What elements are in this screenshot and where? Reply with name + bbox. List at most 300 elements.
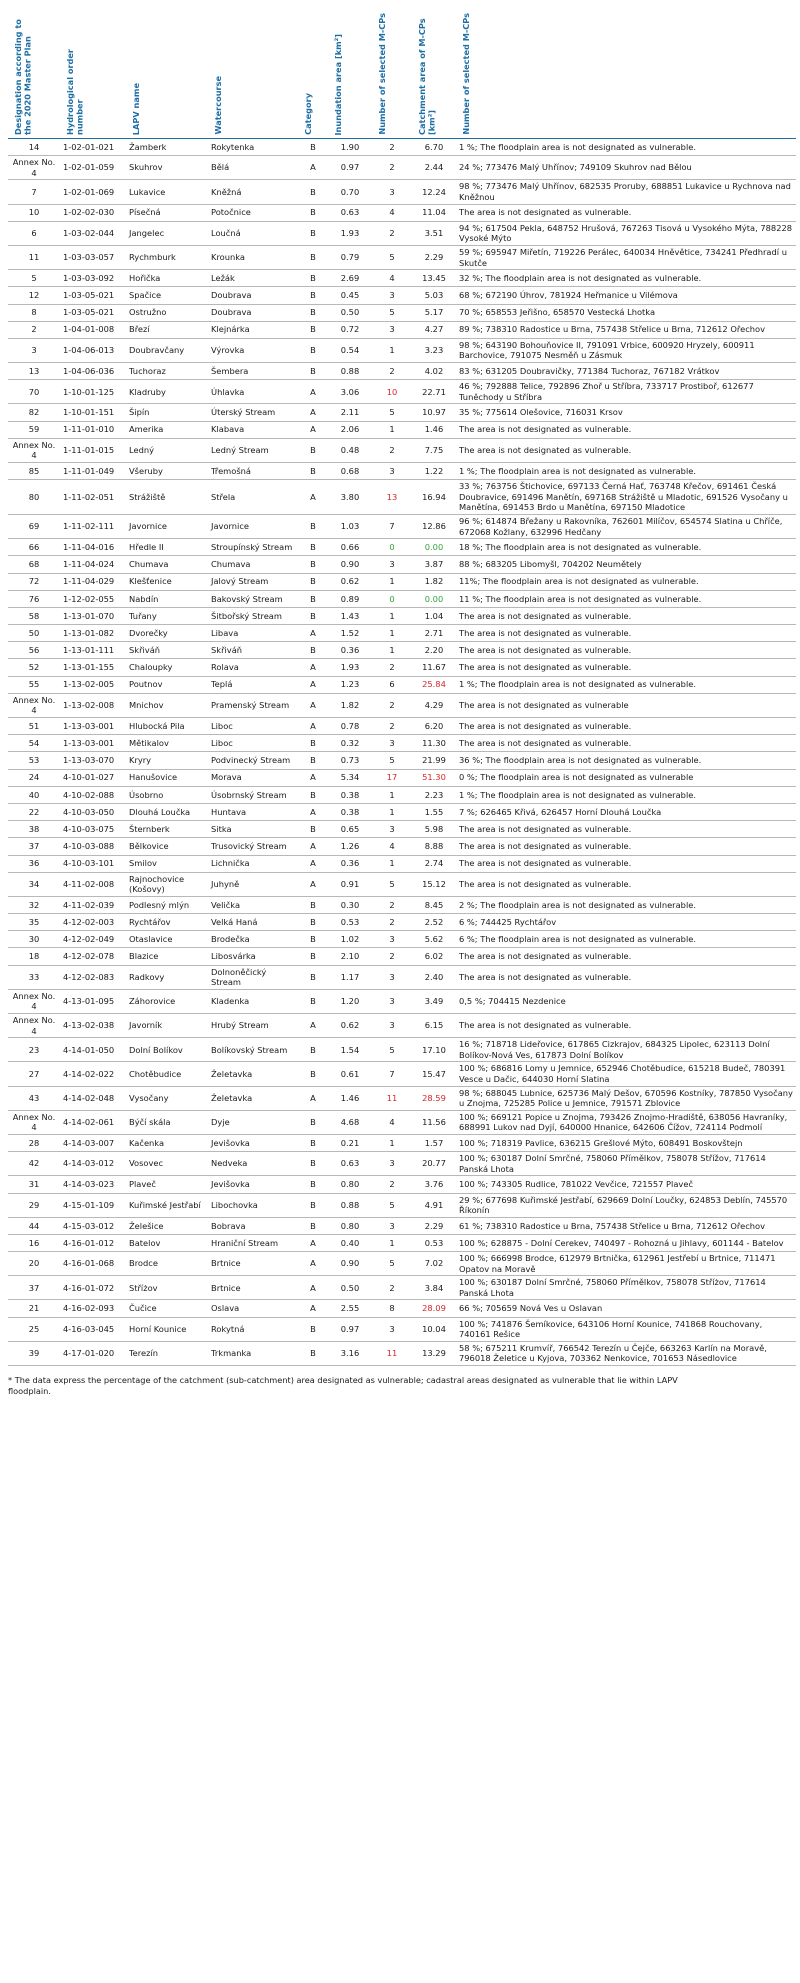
cell-watercourse: Nedveka [208, 1152, 298, 1176]
cell-note: 100 %; 630187 Dolní Smrčné, 758060 Přímělkov, 758078 Stříżov, 717614 Panská Lhota [456, 1276, 796, 1300]
cell-hydrological-number: 1-11-02-111 [60, 514, 126, 538]
cell-designation: 33 [8, 965, 60, 989]
cell-number-mcps: 1 [372, 573, 412, 590]
cell-inundation-area: 1.23 [328, 676, 372, 693]
cell-lapv-name: Chotěbudice [126, 1062, 208, 1086]
table-row [8, 914, 796, 931]
table-row [8, 676, 796, 693]
cell-designation: 7 [8, 180, 60, 204]
cell-watercourse: Stroupínský Stream [208, 539, 298, 556]
cell-lapv-name: Javorník [126, 1014, 208, 1038]
cell-category: B [298, 1217, 328, 1234]
cell-category: B [298, 896, 328, 913]
cell-hydrological-number: 4-10-03-088 [60, 838, 126, 855]
cell-category: B [298, 270, 328, 287]
cell-hydrological-number: 4-14-02-048 [60, 1086, 126, 1110]
cell-watercourse: Javornice [208, 514, 298, 538]
header-lapv-name: LAPV name [126, 10, 208, 139]
cell-designation: 11 [8, 245, 60, 269]
cell-inundation-area: 0.30 [328, 896, 372, 913]
cell-hydrological-number: 1-12-02-055 [60, 590, 126, 607]
cell-inundation-area: 2.69 [328, 270, 372, 287]
table-row [8, 1317, 796, 1341]
cell-category: A [298, 676, 328, 693]
header-hydrological-number: Hydrological order number [60, 10, 126, 139]
cell-note: 94 %; 617504 Pekla, 648752 Hrušová, 767263 Tisová u Vysokého Mýta, 788228 Vysoké Mýto [456, 221, 796, 245]
cell-catchment-area: 11.30 [412, 735, 456, 752]
cell-watercourse: Hrubý Stream [208, 1014, 298, 1038]
cell-lapv-name: Chumava [126, 556, 208, 573]
cell-designation: 68 [8, 556, 60, 573]
cell-inundation-area: 0.78 [328, 718, 372, 735]
cell-number-mcps: 4 [372, 838, 412, 855]
cell-designation: 42 [8, 1152, 60, 1176]
cell-lapv-name: Plaveč [126, 1176, 208, 1193]
cell-hydrological-number: 4-15-03-012 [60, 1217, 126, 1234]
cell-category: A [298, 1086, 328, 1110]
cell-note: The area is not designated as vulnerable. [456, 821, 796, 838]
table-row [8, 896, 796, 913]
cell-hydrological-number: 1-04-01-008 [60, 321, 126, 338]
cell-hydrological-number: 4-11-02-008 [60, 872, 126, 896]
cell-inundation-area: 0.50 [328, 1276, 372, 1300]
cell-note: 100 %; 669121 Popice u Znojma, 793426 Znojmo-Hradiště, 638056 Havraníky, 688991 Lukov nad Dyjí, 640000 Hnanice, 642606 Čížov, 724114 Podmolí [456, 1110, 796, 1134]
cell-category: A [298, 421, 328, 438]
cell-category: A [298, 693, 328, 717]
cell-catchment-area: 3.23 [412, 338, 456, 362]
cell-category: B [298, 573, 328, 590]
cell-hydrological-number: 4-12-02-083 [60, 965, 126, 989]
cell-lapv-name: Ostružno [126, 304, 208, 321]
cell-watercourse: Rolava [208, 659, 298, 676]
cell-lapv-name: Býčí skála [126, 1110, 208, 1134]
cell-hydrological-number: 4-17-01-020 [60, 1341, 126, 1365]
cell-catchment-area: 5.98 [412, 821, 456, 838]
cell-catchment-area: 15.47 [412, 1062, 456, 1086]
cell-note: 29 %; 677698 Kuřimské Jestřabí, 629669 Dolní Loučky, 624853 Deblín, 745570 Říkonín [456, 1193, 796, 1217]
cell-watercourse: Klejnárka [208, 321, 298, 338]
cell-designation: 70 [8, 380, 60, 404]
cell-catchment-area: 3.51 [412, 221, 456, 245]
cell-lapv-name: Lukavice [126, 180, 208, 204]
cell-inundation-area: 0.80 [328, 1217, 372, 1234]
cell-note: The area is not designated as vulnerable. [456, 872, 796, 896]
table-row [8, 404, 796, 421]
cell-lapv-name: Hořička [126, 270, 208, 287]
cell-hydrological-number: 4-14-01-050 [60, 1038, 126, 1062]
cell-catchment-area: 11.67 [412, 659, 456, 676]
table-row [8, 607, 796, 624]
cell-watercourse: Oslava [208, 1300, 298, 1317]
cell-designation: 59 [8, 421, 60, 438]
cell-designation: 66 [8, 539, 60, 556]
cell-designation: Annex No. 4 [8, 156, 60, 180]
cell-lapv-name: Šternberk [126, 821, 208, 838]
cell-lapv-name: Mětikalov [126, 735, 208, 752]
table-row [8, 245, 796, 269]
cell-number-mcps: 2 [372, 914, 412, 931]
cell-inundation-area: 0.63 [328, 204, 372, 221]
cell-designation: Annex No. 4 [8, 1110, 60, 1134]
table-row [8, 659, 796, 676]
cell-category: B [298, 556, 328, 573]
cell-lapv-name: Rychtářov [126, 914, 208, 931]
table-row [8, 1217, 796, 1234]
cell-watercourse: Kněžná [208, 180, 298, 204]
table-row [8, 1134, 796, 1151]
cell-number-mcps: 6 [372, 676, 412, 693]
cell-catchment-area: 3.76 [412, 1176, 456, 1193]
cell-number-mcps: 7 [372, 1062, 412, 1086]
table-row [8, 573, 796, 590]
table-row [8, 421, 796, 438]
cell-catchment-area: 12.24 [412, 180, 456, 204]
cell-lapv-name: Březí [126, 321, 208, 338]
cell-catchment-area: 2.29 [412, 245, 456, 269]
cell-lapv-name: Nabdín [126, 590, 208, 607]
cell-catchment-area: 21.99 [412, 752, 456, 769]
cell-watercourse: Kladenka [208, 989, 298, 1013]
cell-hydrological-number: 1-13-01-155 [60, 659, 126, 676]
cell-hydrological-number: 4-10-03-075 [60, 821, 126, 838]
cell-lapv-name: Hlubocká Pila [126, 718, 208, 735]
cell-note: The area is not designated as vulnerable. [456, 948, 796, 965]
cell-hydrological-number: 1-03-02-044 [60, 221, 126, 245]
cell-designation: 36 [8, 855, 60, 872]
cell-catchment-area: 2.29 [412, 1217, 456, 1234]
cell-catchment-area: 11.56 [412, 1110, 456, 1134]
cell-lapv-name: Klešťenice [126, 573, 208, 590]
cell-note: The area is not designated as vulnerable. [456, 204, 796, 221]
cell-inundation-area: 0.73 [328, 752, 372, 769]
cell-hydrological-number: 4-10-01-027 [60, 769, 126, 786]
cell-lapv-name: Blazice [126, 948, 208, 965]
cell-inundation-area: 1.02 [328, 931, 372, 948]
cell-inundation-area: 1.43 [328, 607, 372, 624]
cell-watercourse: Želetavka [208, 1086, 298, 1110]
cell-note: 36 %; The floodplain area is not designated as vulnerable. [456, 752, 796, 769]
cell-number-mcps: 5 [372, 1252, 412, 1276]
cell-note: 70 %; 658553 Jeřišno, 658570 Vestecká Lhotka [456, 304, 796, 321]
cell-hydrological-number: 4-10-03-101 [60, 855, 126, 872]
cell-watercourse: Úterský Stream [208, 404, 298, 421]
header-inundation-area: Inundation area [km²] [328, 10, 372, 139]
cell-catchment-area: 3.49 [412, 989, 456, 1013]
cell-hydrological-number: 4-16-02-093 [60, 1300, 126, 1317]
cell-hydrological-number: 1-13-01-082 [60, 625, 126, 642]
cell-watercourse: Dyje [208, 1110, 298, 1134]
cell-hydrological-number: 4-16-01-072 [60, 1276, 126, 1300]
cell-designation: 56 [8, 642, 60, 659]
cell-watercourse: Želetavka [208, 1062, 298, 1086]
cell-watercourse: Teplá [208, 676, 298, 693]
cell-category: B [298, 607, 328, 624]
table-row [8, 1276, 796, 1300]
cell-inundation-area: 0.62 [328, 573, 372, 590]
cell-lapv-name: Kladruby [126, 380, 208, 404]
cell-note: 24 %; 773476 Malý Uhřínov; 749109 Skuhrov nad Bělou [456, 156, 796, 180]
cell-category: B [298, 965, 328, 989]
cell-catchment-area: 2.23 [412, 786, 456, 803]
cell-note: 11 %; The floodplain area is not designated as vulnerable. [456, 590, 796, 607]
cell-lapv-name: Písečná [126, 204, 208, 221]
cell-category: B [298, 221, 328, 245]
cell-category: B [298, 1317, 328, 1341]
table-row [8, 965, 796, 989]
cell-designation: 52 [8, 659, 60, 676]
table-row [8, 514, 796, 538]
cell-catchment-area: 3.87 [412, 556, 456, 573]
cell-lapv-name: Čučice [126, 1300, 208, 1317]
table-row [8, 1176, 796, 1193]
cell-note: 1 %; The floodplain area is not designated as vulnerable. [456, 676, 796, 693]
cell-hydrological-number: 1-10-01-125 [60, 380, 126, 404]
cell-category: B [298, 948, 328, 965]
cell-designation: 55 [8, 676, 60, 693]
table-row [8, 287, 796, 304]
cell-hydrological-number: 4-15-01-109 [60, 1193, 126, 1217]
cell-lapv-name: Doubravčany [126, 338, 208, 362]
cell-number-mcps: 3 [372, 965, 412, 989]
cell-category: B [298, 786, 328, 803]
cell-lapv-name: Spačice [126, 287, 208, 304]
cell-number-mcps: 5 [372, 1038, 412, 1062]
cell-number-mcps: 13 [372, 480, 412, 515]
cell-inundation-area: 1.54 [328, 1038, 372, 1062]
cell-note: 1 %; The floodplain area is not designated as vulnerable. [456, 786, 796, 803]
cell-note: 6 %; The floodplain area is not designated as vulnerable. [456, 931, 796, 948]
header-number-mcps: Number of selected M-CPs [372, 10, 412, 139]
table-row [8, 1193, 796, 1217]
cell-designation: 5 [8, 270, 60, 287]
table-row [8, 803, 796, 820]
cell-designation: 38 [8, 821, 60, 838]
table-row [8, 948, 796, 965]
cell-note: 100 %; 686816 Lomy u Jemnice, 652946 Chotěbudice, 615218 Budeč, 780391 Vesce u Dačic, 644030 Horní Slatina [456, 1062, 796, 1086]
cell-number-mcps: 4 [372, 1110, 412, 1134]
cell-note: 6 %; 744425 Rychtářov [456, 914, 796, 931]
cell-category: B [298, 1038, 328, 1062]
footnote: * The data express the percentage of the catchment (sub-catchment) area designated as vulnerable; cadastral areas designated as vulnerable that lie within LAPV floodplain. [8, 1375, 678, 1396]
cell-designation: 2 [8, 321, 60, 338]
cell-inundation-area: 0.72 [328, 321, 372, 338]
cell-inundation-area: 0.90 [328, 556, 372, 573]
cell-inundation-area: 0.53 [328, 914, 372, 931]
cell-inundation-area: 0.79 [328, 245, 372, 269]
cell-inundation-area: 0.48 [328, 438, 372, 462]
cell-hydrological-number: 4-12-02-003 [60, 914, 126, 931]
cell-note: The area is not designated as vulnerable. [456, 642, 796, 659]
cell-catchment-area: 16.94 [412, 480, 456, 515]
cell-note: 83 %; 631205 Doubravičky, 771384 Tuchoraz, 767182 Vrátkov [456, 363, 796, 380]
cell-watercourse: Juhyně [208, 872, 298, 896]
table-row [8, 1110, 796, 1134]
table-row [8, 1014, 796, 1038]
cell-catchment-area: 2.52 [412, 914, 456, 931]
cell-inundation-area: 1.93 [328, 221, 372, 245]
cell-note: The area is not designated as vulnerable. [456, 421, 796, 438]
cell-note: The area is not designated as vulnerable [456, 693, 796, 717]
cell-designation: 25 [8, 1317, 60, 1341]
table-row [8, 1086, 796, 1110]
cell-hydrological-number: 4-14-02-022 [60, 1062, 126, 1086]
table-row [8, 590, 796, 607]
cell-watercourse: Jalový Stream [208, 573, 298, 590]
cell-category: A [298, 480, 328, 515]
cell-note: 0 %; The floodplain area is not designated as vulnerable [456, 769, 796, 786]
cell-hydrological-number: 4-13-02-038 [60, 1014, 126, 1038]
cell-category: B [298, 139, 328, 156]
table-row [8, 693, 796, 717]
cell-catchment-area: 6.15 [412, 1014, 456, 1038]
cell-watercourse: Doubrava [208, 304, 298, 321]
cell-catchment-area: 12.86 [412, 514, 456, 538]
cell-designation: 13 [8, 363, 60, 380]
cell-hydrological-number: 1-13-01-111 [60, 642, 126, 659]
cell-category: A [298, 855, 328, 872]
cell-lapv-name: Amerika [126, 421, 208, 438]
cell-watercourse: Dolnoněčický Stream [208, 965, 298, 989]
cell-inundation-area: 0.70 [328, 180, 372, 204]
cell-note: 58 %; 675211 Krumvíř, 766542 Terezín u Čejče, 663263 Karlín na Moravě, 796018 Želetice u Kyjova, 703362 Nenkovice, 701653 Násedlovice [456, 1341, 796, 1365]
cell-number-mcps: 7 [372, 514, 412, 538]
cell-note: The area is not designated as vulnerable. [456, 607, 796, 624]
cell-hydrological-number: 1-02-01-069 [60, 180, 126, 204]
cell-inundation-area: 0.63 [328, 1152, 372, 1176]
cell-designation: 43 [8, 1086, 60, 1110]
cell-designation: 30 [8, 931, 60, 948]
cell-designation: 14 [8, 139, 60, 156]
cell-note: 98 %; 688045 Lubnice, 625736 Malý Dešov, 670596 Kostníky, 787850 Vysočany u Znojma, 725285 Police u Jemnice, 791571 Zblovice [456, 1086, 796, 1110]
table-row [8, 735, 796, 752]
cell-lapv-name: Ledný [126, 438, 208, 462]
cell-lapv-name: Kačenka [126, 1134, 208, 1151]
cell-inundation-area: 2.06 [328, 421, 372, 438]
cell-watercourse: Ležák [208, 270, 298, 287]
cell-inundation-area: 1.17 [328, 965, 372, 989]
cell-number-mcps: 3 [372, 989, 412, 1013]
cell-note: 61 %; 738310 Radostice u Brna, 757438 Střelice u Brna, 712612 Ořechov [456, 1217, 796, 1234]
cell-category: A [298, 659, 328, 676]
cell-inundation-area: 2.11 [328, 404, 372, 421]
cell-inundation-area: 0.40 [328, 1234, 372, 1251]
cell-lapv-name: Úsobrno [126, 786, 208, 803]
table-row [8, 321, 796, 338]
cell-hydrological-number: 1-03-03-092 [60, 270, 126, 287]
cell-note: 96 %; 614874 Břežany u Rakovníka, 762601 Milíčov, 654574 Slatina u Chříče, 672068 Kožlany, 632996 Hedčany [456, 514, 796, 538]
table-row [8, 463, 796, 480]
cell-catchment-area: 4.29 [412, 693, 456, 717]
cell-catchment-area: 28.09 [412, 1300, 456, 1317]
cell-catchment-area: 13.29 [412, 1341, 456, 1365]
cell-designation: 39 [8, 1341, 60, 1365]
cell-note: 18 %; The floodplain area is not designated as vulnerable. [456, 539, 796, 556]
cell-designation: 20 [8, 1252, 60, 1276]
table-body [8, 139, 796, 1366]
cell-watercourse: Šitbořský Stream [208, 607, 298, 624]
cell-number-mcps: 2 [372, 718, 412, 735]
table-row [8, 438, 796, 462]
cell-category: B [298, 1341, 328, 1365]
cell-category: A [298, 625, 328, 642]
cell-designation: 76 [8, 590, 60, 607]
cell-designation: 31 [8, 1176, 60, 1193]
cell-lapv-name: Podlesný mlýn [126, 896, 208, 913]
cell-designation: 21 [8, 1300, 60, 1317]
cell-designation: Annex No. 4 [8, 438, 60, 462]
cell-number-mcps: 1 [372, 1134, 412, 1151]
cell-hydrological-number: 1-11-04-016 [60, 539, 126, 556]
cell-hydrological-number: 4-10-02-088 [60, 786, 126, 803]
cell-number-mcps: 2 [372, 948, 412, 965]
cell-designation: 23 [8, 1038, 60, 1062]
cell-lapv-name: Mnichov [126, 693, 208, 717]
cell-watercourse: Sitka [208, 821, 298, 838]
cell-watercourse: Libava [208, 625, 298, 642]
cell-catchment-area: 5.03 [412, 287, 456, 304]
cell-inundation-area: 2.55 [328, 1300, 372, 1317]
cell-designation: 69 [8, 514, 60, 538]
table-row [8, 304, 796, 321]
cell-note: The area is not designated as vulnerable. [456, 735, 796, 752]
cell-watercourse: Rokytenka [208, 139, 298, 156]
cell-catchment-area: 0.53 [412, 1234, 456, 1251]
cell-designation: 12 [8, 287, 60, 304]
cell-catchment-area: 2.44 [412, 156, 456, 180]
cell-note: 100 %; 630187 Dolní Smrčné, 758060 Přímělkov, 758078 Střížov, 717614 Panská Lhota [456, 1152, 796, 1176]
cell-watercourse: Jevišovka [208, 1176, 298, 1193]
cell-note: 1 %; The floodplain area is not designated as vulnerable. [456, 463, 796, 480]
cell-category: B [298, 989, 328, 1013]
cell-designation: 44 [8, 1217, 60, 1234]
cell-number-mcps: 17 [372, 769, 412, 786]
cell-inundation-area: 4.68 [328, 1110, 372, 1134]
cell-inundation-area: 0.91 [328, 872, 372, 896]
cell-hydrological-number: 1-03-05-021 [60, 304, 126, 321]
cell-designation: 16 [8, 1234, 60, 1251]
cell-watercourse: Podvinecký Stream [208, 752, 298, 769]
cell-watercourse: Brtnice [208, 1276, 298, 1300]
cell-number-mcps: 3 [372, 180, 412, 204]
cell-note: The area is not designated as vulnerable. [456, 855, 796, 872]
cell-catchment-area: 15.12 [412, 872, 456, 896]
table-row [8, 539, 796, 556]
cell-hydrological-number: 1-13-03-001 [60, 718, 126, 735]
cell-number-mcps: 1 [372, 786, 412, 803]
header-category: Category [298, 10, 328, 139]
cell-category: A [298, 404, 328, 421]
cell-note: 35 %; 775614 Olešovice, 716031 Krsov [456, 404, 796, 421]
table-row [8, 221, 796, 245]
table-row [8, 642, 796, 659]
table-row [8, 338, 796, 362]
cell-catchment-area: 6.02 [412, 948, 456, 965]
cell-inundation-area: 0.45 [328, 287, 372, 304]
cell-inundation-area: 0.50 [328, 304, 372, 321]
cell-number-mcps: 11 [372, 1341, 412, 1365]
cell-note: 33 %; 763756 Štichovice, 697133 Černá Hať, 763748 Křečov, 691461 Česká Doubravice, 691496 Manětín, 697168 Strážiště u Mladotic, 691526 Vysočany u Manětína, 691453 Brdo u Manětína, 697150 Mladotice [456, 480, 796, 515]
cell-watercourse: Skřiváň [208, 642, 298, 659]
cell-lapv-name: Terezín [126, 1341, 208, 1365]
cell-designation: 34 [8, 872, 60, 896]
cell-lapv-name: Žamberk [126, 139, 208, 156]
cell-catchment-area: 11.04 [412, 204, 456, 221]
cell-lapv-name: Dolní Bolíkov [126, 1038, 208, 1062]
cell-note: 59 %; 695947 Miřetín, 719226 Perálec, 640034 Hněvětice, 734241 Předhradí u Skutče [456, 245, 796, 269]
cell-number-mcps: 11 [372, 1086, 412, 1110]
cell-number-mcps: 3 [372, 931, 412, 948]
table-row [8, 821, 796, 838]
